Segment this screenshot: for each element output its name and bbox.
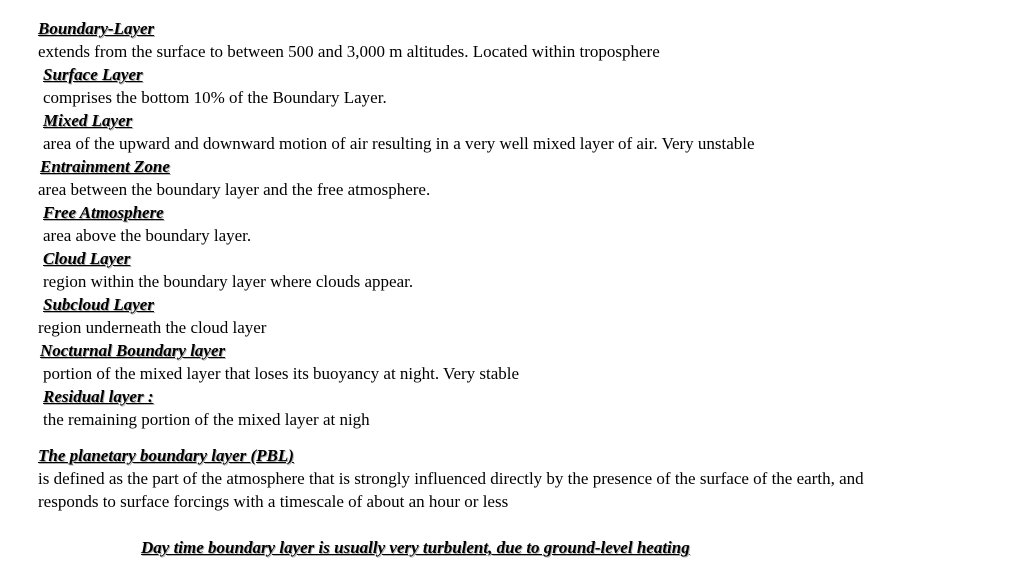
desc-free-atmosphere: area above the boundary layer.	[43, 226, 252, 245]
desc-residual-layer: the remaining portion of the mixed layer at nigh	[43, 410, 370, 429]
term-boundary-layer: Boundary-Layer	[38, 19, 155, 38]
pbl-heading: The planetary boundary layer (PBL)	[38, 446, 294, 465]
pbl-definition-line-2: responds to surface forcings with a timescale of about an hour or less	[38, 492, 509, 511]
term-cloud-layer: Cloud Layer	[43, 249, 131, 268]
term-entrainment-zone: Entrainment Zone	[40, 157, 170, 176]
term-nocturnal-boundary-layer: Nocturnal Boundary layer	[40, 341, 226, 360]
desc-cloud-layer: region within the boundary layer where clouds appear.	[43, 272, 414, 291]
pbl-definition-line-1: is defined as the part of the atmosphere that is strongly influenced directly by the presence of the surface of the earth, and	[38, 469, 864, 488]
term-free-atmosphere: Free Atmosphere	[43, 203, 164, 222]
term-residual-layer: Residual layer :	[43, 387, 154, 406]
term-subcloud-layer: Subcloud Layer	[43, 295, 154, 314]
footer-note: Day time boundary layer is usually very turbulent, due to ground-level heating	[141, 538, 690, 557]
term-surface-layer: Surface Layer	[43, 65, 143, 84]
term-mixed-layer: Mixed Layer	[43, 111, 133, 130]
desc-surface-layer: comprises the bottom 10% of the Boundary Layer.	[43, 88, 387, 107]
desc-mixed-layer: area of the upward and downward motion of air resulting in a very well mixed layer of air. Very unstable	[43, 134, 755, 153]
desc-boundary-layer: extends from the surface to between 500 and 3,000 m altitudes. Located within troposphere	[38, 42, 660, 61]
desc-entrainment-zone: area between the boundary layer and the free atmosphere.	[38, 180, 431, 199]
desc-subcloud-layer: region underneath the cloud layer	[38, 318, 267, 337]
desc-nocturnal-boundary-layer: portion of the mixed layer that loses its buoyancy at night. Very stable	[43, 364, 520, 383]
